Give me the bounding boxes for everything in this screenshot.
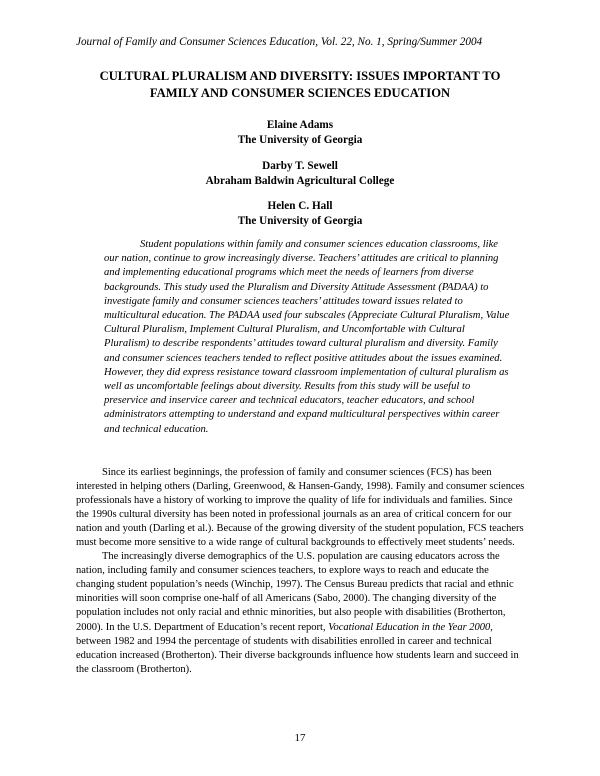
author-name: Elaine Adams	[266, 119, 334, 131]
author-affiliation: Abraham Baldwin Agricultural College	[205, 175, 395, 187]
paragraph-text: , between 1982 and 1994 the percentage of students with disabilities enrolled in career and technical education increased (Brotherton). Their diverse backgrounds influence how students learn and succeed in the classroom (Brotherton).	[76, 621, 519, 675]
page-number: 17	[294, 732, 306, 744]
author-affiliation: The University of Georgia	[237, 215, 363, 227]
body-paragraph	[76, 550, 525, 676]
title-line: FAMILY AND CONSUMER SCIENCES EDUCATION	[149, 86, 451, 100]
author-affiliation: The University of Georgia	[237, 134, 363, 146]
body-paragraph: Since its earliest beginnings, the profession of family and consumer sciences (FCS) has been interested in helping others (Darling, Greenwood, & Hansen-Gandy, 1998). Family and consumer sciences professionals have a history of working to improve the quality of life for individuals and families. Since the 1990s cultural diversity has been noted in professional journals as an area of critical concern for our nation and youth (Darling et al.). Because of the growing diversity of the student population, FCS teachers must become more sensitive to a wide range of cultural backgrounds to effectively meet students’ needs.	[76, 467, 525, 549]
article-title	[60, 68, 540, 102]
author-block	[60, 118, 540, 148]
author-name: Helen C. Hall	[267, 200, 333, 212]
body-text	[76, 466, 525, 677]
abstract-text: Student populations within family and consumer sciences education classrooms, like our nation, continue to grow increasingly diverse. Teachers’ attitudes are critical to planning and implementing educational programs which meet the needs of learners from diverse backgrounds. This study used the Pluralism and Diversity Attitude Assessment (PADAA) to investigate family and consumer sciences teachers’ attitudes toward issues related to multicultural education. The PADAA used four subscales (Appreciate Cultural Pluralism, Value Cultural Pluralism, Implement Cultural Pluralism, and Uncomfortable with Cultural Pluralism) to describe respondents’ attitudes toward cultural pluralism and diversity. Family and consumer sciences teachers tended to reflect positive attitudes about the issues examined. However, they did express resistance toward classroom implementation of cultural pluralism as well as uncomfortable feelings about diversity. Results from this study will be useful to preservice and inservice career and technical educators, teacher educators, and school administrators attempting to understand and expand multicultural perspectives within career and technical education.	[104, 239, 510, 435]
author-block	[60, 159, 540, 189]
paragraph-text: The increasingly diverse demographics of the U.S. population are causing educators across the nation, including family and consumer sciences teachers, to explore ways to reach and educate the changing student population’s needs (Winchip, 1997). The Census Bureau predicts that racial and ethnic minorities will soon comprise one-half of all Americans (Sabo, 2000). The changing diversity of the population includes not only racial and ethnic minorities, but also people with disabilities (Brotherton, 2000). In the U.S. Department of Education’s recent report,	[76, 551, 514, 633]
title-line: CULTURAL PLURALISM AND DIVERSITY: ISSUES IMPORTANT TO	[99, 69, 501, 83]
abstract	[104, 238, 512, 437]
author-block	[60, 199, 540, 229]
author-name: Darby T. Sewell	[262, 160, 338, 172]
report-title: Vocational Education in the Year 2000	[328, 621, 491, 633]
running-head: Journal of Family and Consumer Sciences Education, Vol. 22, No. 1, Spring/Summer 2004	[76, 36, 483, 48]
